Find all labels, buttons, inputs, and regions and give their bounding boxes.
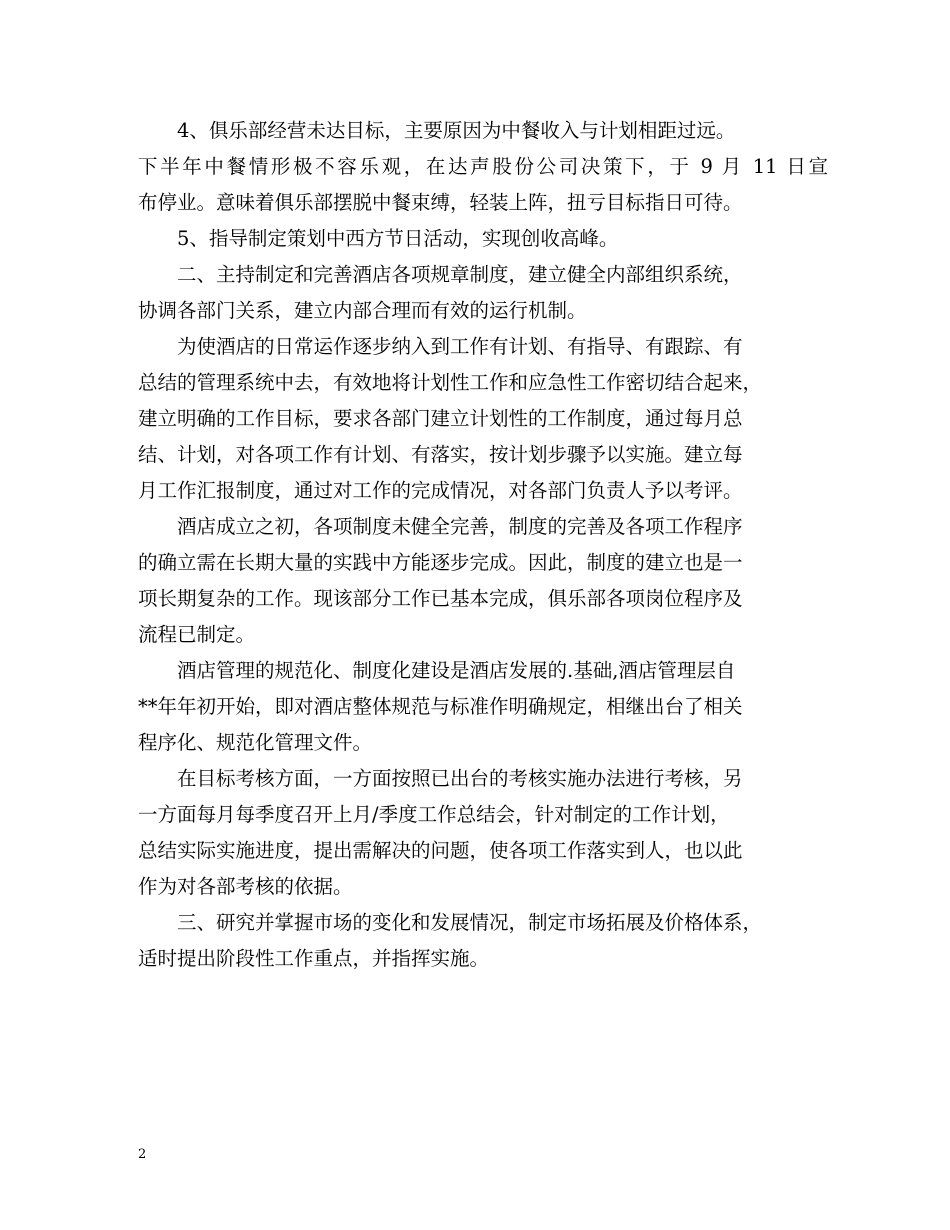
paragraph-line: 4、俱乐部经营未达目标，主要原因为中餐收入与计划相距过远。 bbox=[177, 119, 736, 142]
paragraph-line: 的确立需在长期大量的实践中方能逐步完成。因此，制度的建立也是一 bbox=[138, 551, 743, 574]
paragraph-line: 总结实际实施进度，提出需解决的问题，使各项工作落实到人，也以此 bbox=[138, 839, 743, 862]
paragraph-line: 项长期复杂的工作。现该部分工作已基本完成，俱乐部各项岗位程序及 bbox=[138, 587, 743, 610]
paragraph-line: 结、计划，对各项工作有计划、有落实，按计划步骤予以实施。建立每 bbox=[138, 443, 743, 466]
paragraph-line: 酒店管理的规范化、制度化建设是酒店发展的.基础,酒店管理层自 bbox=[177, 659, 736, 682]
paragraph-line: 布停业。意味着俱乐部摆脱中餐束缚，轻装上阵，扭亏目标指日可待。 bbox=[138, 191, 743, 214]
paragraph-line: 在目标考核方面，一方面按照已出台的考核实施办法进行考核，另 bbox=[177, 767, 743, 790]
paragraph-line: 三、研究并掌握市场的变化和发展情况，制定市场拓展及价格体系， bbox=[177, 911, 763, 934]
paragraph-line: 月工作汇报制度，通过对工作的完成情况，对各部门负责人予以考评。 bbox=[138, 479, 743, 502]
paragraph-line: 适时提出阶段性工作重点，并指挥实施。 bbox=[138, 947, 490, 970]
paragraph-line: 作为对各部考核的依据。 bbox=[138, 875, 353, 898]
paragraph-line: 总结的管理系统中去，有效地将计划性工作和应急性工作密切结合起来， bbox=[138, 371, 763, 394]
paragraph-line: 建立明确的工作目标，要求各部门建立计划性的工作制度，通过每月总 bbox=[138, 407, 743, 430]
paragraph-line: 程序化、规范化管理文件。 bbox=[138, 731, 373, 754]
paragraph-line: 流程已制定。 bbox=[138, 623, 256, 646]
page-number: 2 bbox=[138, 1147, 147, 1162]
paragraph-line: **年年初开始，即对酒店整体规范与标准作明确规定，相继出台了相关 bbox=[138, 695, 743, 718]
paragraph-line: 5、指导制定策划中西方节日活动，实现创收高峰。 bbox=[177, 227, 619, 250]
paragraph-line: 酒店成立之初，各项制度未健全完善，制度的完善及各项工作程序 bbox=[177, 515, 743, 538]
paragraph-line: 下半年中餐情形极不容乐观，在达声股份公司决策下，于 9 月 11 日宣 bbox=[138, 155, 828, 178]
paragraph-line: 二、主持制定和完善酒店各项规章制度，建立健全内部组织系统， bbox=[177, 263, 743, 286]
document-body bbox=[138, 113, 828, 977]
paragraph-line: 为使酒店的日常运作逐步纳入到工作有计划、有指导、有跟踪、有 bbox=[177, 335, 743, 358]
paragraph-line: 一方面每月每季度召开上月/季度工作总结会，针对制定的工作计划， bbox=[138, 803, 730, 826]
paragraph-line: 协调各部门关系，建立内部合理而有效的运行机制。 bbox=[138, 299, 587, 322]
